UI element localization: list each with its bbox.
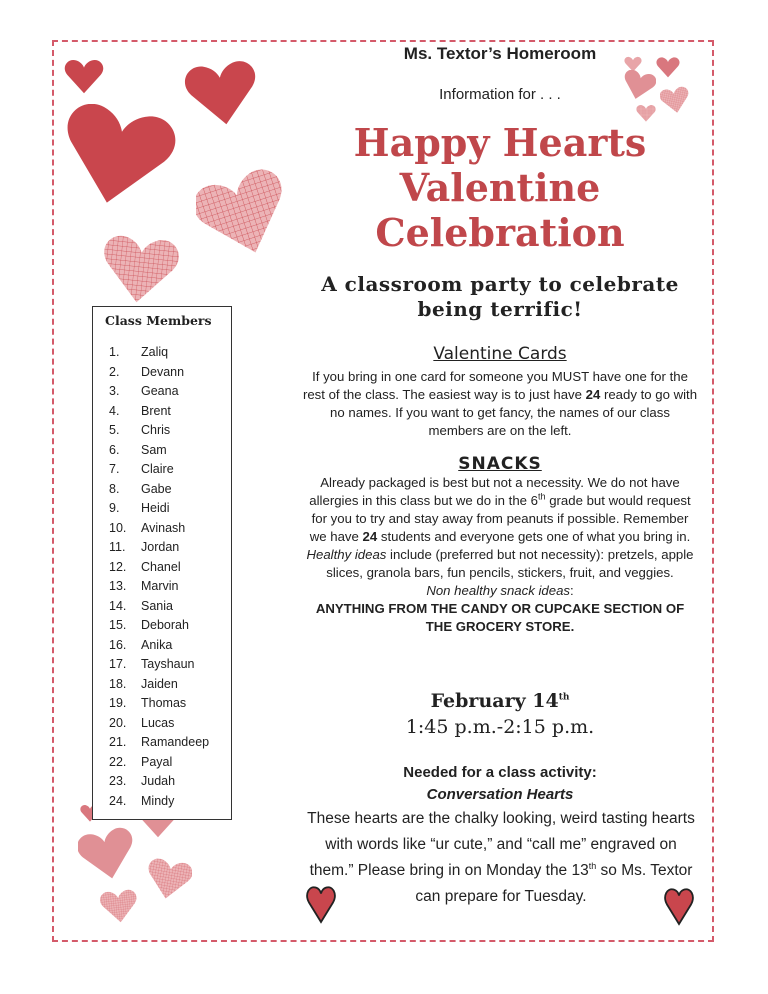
non-healthy-label: Non healthy snack ideas (426, 583, 570, 598)
list-item-number: 12. (109, 559, 127, 574)
list-item-name: Marvin (141, 579, 179, 593)
list-item-name: Sania (141, 598, 173, 613)
non-healthy-ideas (302, 582, 698, 600)
list-item-number: 1. (109, 345, 120, 359)
list-item-name: Ramandeep (141, 735, 210, 749)
cards-text (302, 368, 698, 440)
list-item-name: Chris (141, 423, 171, 437)
snacks-heading: SNACKS (458, 454, 542, 474)
event-date-text: February 14 (430, 690, 559, 712)
list-item (109, 597, 209, 617)
list-item (109, 714, 209, 734)
list-item-number: 21. (109, 735, 127, 749)
list-item (109, 480, 209, 500)
list-item-number: 24. (109, 793, 127, 808)
list-item-name: Deborah (141, 618, 189, 632)
list-item (109, 363, 209, 383)
snacks-text-part: Already packaged is best but not a necessity. We do not have allergies in this class but we do in the 6 (309, 475, 680, 508)
subtitle (300, 272, 700, 322)
list-item-name: Claire (141, 462, 174, 476)
list-item-number: 20. (109, 715, 127, 730)
list-item-number: 23. (109, 774, 127, 788)
heart-icon (58, 104, 176, 206)
list-item-number: 17. (109, 657, 127, 671)
heart-icon (64, 58, 104, 94)
superscript: th (558, 692, 570, 703)
list-item-number: 18. (109, 676, 127, 691)
list-item-name: Lucas (141, 715, 175, 730)
title-line: Valentine (399, 165, 601, 210)
healthy-label: Healthy ideas (306, 547, 387, 562)
cards-text-part: If you bring in one card for someone you MUST have one for the rest of the class. The easiest way is to just have (302, 369, 688, 402)
list-item (109, 577, 209, 597)
healthy-ideas (302, 546, 698, 582)
list-item-number: 7. (109, 462, 120, 476)
list-item-name: Sam (141, 442, 167, 457)
list-item-number: 13. (109, 579, 127, 593)
superscript: th (538, 491, 546, 502)
page-title (300, 120, 700, 255)
activity-needed: Needed for a class activity: (403, 764, 597, 781)
list-item-name: Zaliq (141, 345, 169, 359)
list-item (109, 499, 209, 519)
title-line: Celebration (375, 210, 625, 255)
activity-text-part: so Ms. Textor can prepare for Tuesday. (415, 862, 693, 905)
healthy-text: include (preferred but not necessity): pretzels, apple slices, granola bars, fun pencils, stickers, fruit, and veggies. (326, 547, 694, 580)
list-item (109, 402, 209, 422)
list-item (109, 538, 209, 558)
list-item-number: 16. (109, 637, 127, 652)
cards-text-part: ready to go with no names. If you want to get fancy, the names of our class members are on the left. (330, 387, 698, 438)
list-item (109, 792, 209, 812)
list-item-number: 9. (109, 501, 120, 515)
list-item (109, 636, 209, 656)
list-item-number: 19. (109, 696, 127, 710)
list-item-name: Thomas (141, 696, 187, 710)
subtitle-line: A classroom party to celebrate (321, 272, 679, 296)
heart-icon (146, 858, 192, 900)
snacks-text-part: students and everyone gets one of what you bring in. (377, 529, 691, 544)
list-item (109, 441, 209, 461)
list-item (109, 616, 209, 636)
list-item-number: 14. (109, 598, 127, 613)
list-item (109, 519, 209, 539)
list-item (109, 694, 209, 714)
list-item-number: 10. (109, 520, 127, 535)
list-item (109, 655, 209, 675)
list-item-number: 22. (109, 754, 127, 769)
class-members-box (92, 306, 232, 820)
list-item-name: Payal (141, 754, 173, 769)
info-for-text: Information for . . . (439, 86, 561, 103)
list-item-number: 15. (109, 618, 127, 632)
class-members-title: Class Members (105, 313, 212, 328)
non-healthy-colon: : (570, 583, 574, 598)
snacks-text-part: grade but would request for you to try and stay away from peanuts if possible. Remember we have (309, 493, 691, 544)
list-item-name: Jaiden (141, 676, 178, 691)
list-item-name: Jordan (141, 540, 180, 554)
activity-item: Conversation Hearts (426, 786, 574, 803)
activity-text-part: These hearts are the chalky looking, weird tasting hearts with words like “ur cute,” and “call me” engraved on them.” Please bring in on Monday the 13 (307, 810, 695, 879)
list-item-number: 2. (109, 364, 120, 379)
list-item (109, 753, 209, 773)
title-line: Happy Hearts (353, 120, 647, 165)
cards-heading: Valentine Cards (433, 344, 567, 364)
list-item (109, 772, 209, 792)
list-item-number: 5. (109, 423, 120, 437)
list-item-number: 8. (109, 481, 120, 496)
list-item-name: Mindy (141, 793, 175, 808)
list-item (109, 343, 209, 363)
heart-icon (100, 234, 180, 304)
list-item (109, 733, 209, 753)
event-time: 1:45 p.m.-2:15 p.m. (405, 716, 595, 738)
class-members-list (109, 343, 209, 811)
list-item (109, 558, 209, 578)
heart-icon (196, 162, 290, 266)
superscript: th (588, 860, 597, 871)
heart-icon (78, 826, 136, 882)
list-item (109, 421, 209, 441)
list-item-name: Devann (141, 364, 185, 379)
list-item-name: Gabe (141, 481, 172, 496)
subtitle-line: being terrific! (417, 297, 583, 321)
non-healthy-text: ANYTHING FROM THE CANDY OR CUPCAKE SECTION OF THE GROCERY STORE. (315, 601, 685, 634)
heart-icon (180, 60, 264, 126)
list-item (109, 675, 209, 695)
homeroom-title: Ms. Textor’s Homeroom (403, 44, 597, 63)
list-item (109, 460, 209, 480)
list-item-name: Brent (141, 403, 171, 418)
activity-text (306, 806, 696, 910)
event-date (300, 690, 700, 712)
list-item-name: Avinash (141, 520, 186, 535)
list-item-name: Geana (141, 384, 179, 398)
list-item-name: Tayshaun (141, 657, 195, 671)
list-item-name: Judah (141, 774, 176, 788)
list-item (109, 382, 209, 402)
snacks-text (302, 474, 698, 636)
cards-count: 24 (585, 387, 601, 402)
list-item-number: 3. (109, 384, 120, 398)
snacks-paragraph (302, 474, 698, 546)
snacks-count: 24 (362, 529, 378, 544)
heart-icon (100, 888, 138, 924)
list-item-number: 6. (109, 442, 120, 457)
list-item-number: 4. (109, 403, 120, 418)
list-item-name: Chanel (141, 559, 181, 574)
list-item-name: Heidi (141, 501, 170, 515)
list-item-name: Anika (141, 637, 173, 652)
list-item-number: 11. (109, 540, 126, 554)
